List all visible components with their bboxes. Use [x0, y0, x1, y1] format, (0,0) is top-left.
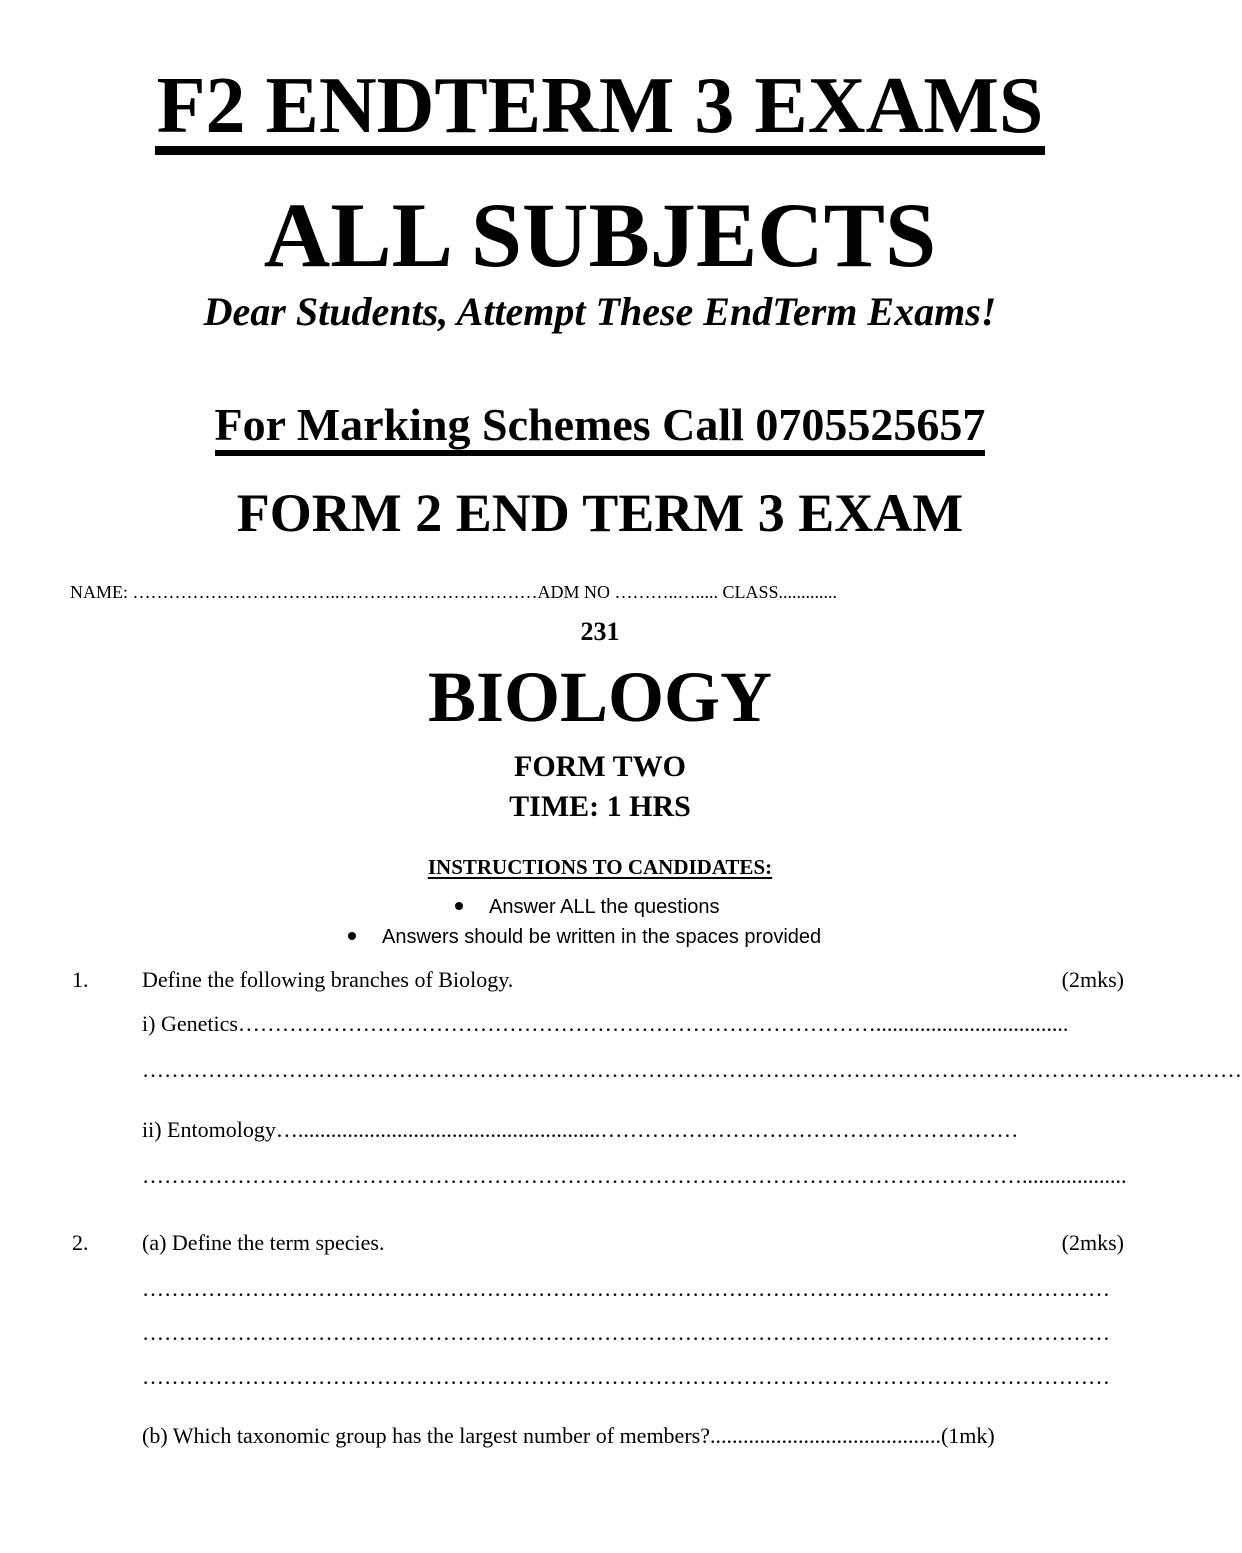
- time-allowed: TIME: 1 HRS: [509, 790, 691, 823]
- question-marks: (2mks): [1061, 967, 1124, 992]
- instruction-item: Answers should be written in the spaces provided: [348, 924, 821, 950]
- answer-line: ……………………………………………………………………………………………………………………: [142, 1276, 1110, 1301]
- candidate-details-line: NAME: ……………………………..……………………………ADM NO ………..…..... CLASS.............: [70, 582, 838, 602]
- answer-line: ……………………………………………………………………………………………………………………: [142, 1364, 1110, 1389]
- question-part-b: (b) Which taxonomic group has the largest number of members?..........................................(1mk): [142, 1423, 995, 1448]
- question-marks: (2mks): [1061, 1230, 1124, 1255]
- tagline: Dear Students, Attempt These EndTerm Exams!: [203, 289, 997, 334]
- form-level: FORM TWO: [514, 750, 686, 783]
- exam-title: FORM 2 END TERM 3 EXAM: [236, 483, 964, 543]
- question-text: (a) Define the term species.: [142, 1230, 385, 1255]
- instructions-heading: INSTRUCTIONS TO CANDIDATES:: [427, 855, 773, 879]
- bullet-icon: [348, 932, 356, 940]
- question-number: 2.: [72, 1230, 89, 1255]
- document-title: F2 ENDTERM 3 EXAMS: [0, 60, 1200, 155]
- question-text: Define the following branches of Biology.: [142, 967, 514, 992]
- bullet-icon: [455, 902, 463, 910]
- answer-line-genetics: i) Genetics……………………………………………………………………………...................................: [142, 1011, 1069, 1036]
- answer-line: ……………………………………………………………………………………………………………………………………: [142, 1057, 1242, 1082]
- subject-title: BIOLOGY: [427, 657, 773, 737]
- question-number: 1.: [72, 967, 89, 992]
- document-subtitle: ALL SUBJECTS: [263, 184, 937, 286]
- answer-line-entomology: ii) Entomology….......................................................…………………………………………………: [142, 1117, 1019, 1142]
- answer-line: …………………………………………………………………………………………………………...................: [142, 1163, 1127, 1188]
- answer-line: ……………………………………………………………………………………………………………………: [142, 1320, 1110, 1345]
- paper-code: 231: [580, 617, 620, 646]
- instruction-item: Answer ALL the questions: [455, 894, 720, 920]
- marking-scheme-contact: For Marking Schemes Call 0705525657: [0, 398, 1200, 456]
